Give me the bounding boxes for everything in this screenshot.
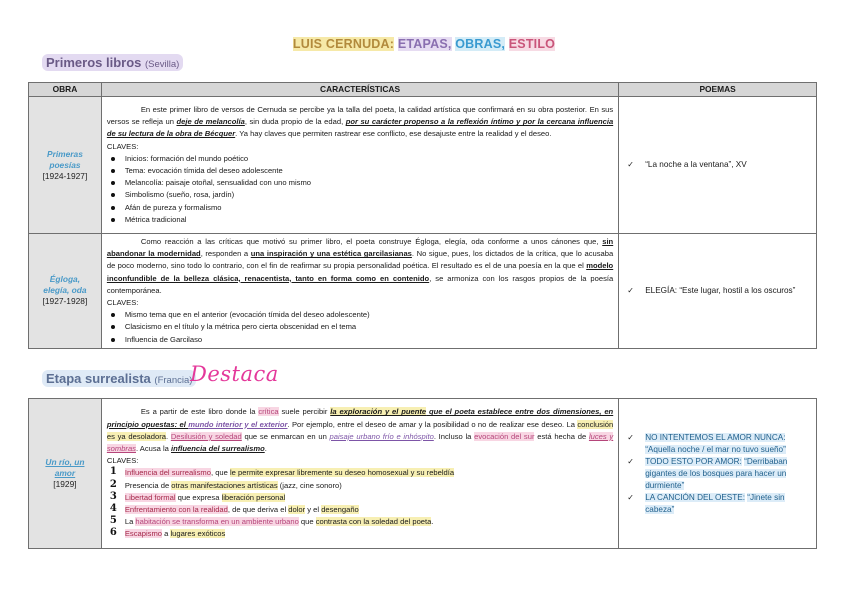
caracteristicas-cell <box>101 97 618 234</box>
table-row <box>29 399 817 549</box>
list-item: Influencia de Garcilaso <box>125 334 613 346</box>
list-item: Inicios: formación del mundo poético <box>125 153 613 165</box>
poem-item <box>625 492 810 516</box>
list-item: Tema: evocación tímida del deseo adolescente <box>125 165 613 177</box>
highlight-span: habitación <box>135 517 171 527</box>
claves-label: CLAVES: <box>106 456 139 466</box>
obra-name-2: amor <box>54 468 76 478</box>
text-span: suele percibir <box>278 407 331 417</box>
section-title: Primeros libros <box>46 55 142 70</box>
list-item <box>107 467 613 479</box>
header-poemas: POEMAS <box>619 83 817 97</box>
poem-title: NO INTENTEMOS EL AMOR NUNCA: <box>645 432 786 442</box>
emphasis-span: deje de melancolía <box>176 117 245 127</box>
poem-item <box>625 456 810 492</box>
obra-years: [1927-1928] <box>42 296 88 307</box>
header-caracteristicas: CARACTERÍSTICAS <box>101 83 618 97</box>
poem-text: “Derribaban gigantes de los bosques para hacer un durmiente” <box>645 456 788 490</box>
list-item: Simbolismo (sueño, rosa, jardín) <box>125 189 613 201</box>
text-span: . Acusa la <box>135 443 172 453</box>
text-span: está hecha de <box>534 431 589 441</box>
text-span: que <box>298 517 316 527</box>
obras-table-surrealista <box>28 398 817 549</box>
page-title <box>0 37 848 51</box>
list-number: 2 <box>109 478 117 490</box>
list-item <box>107 480 613 492</box>
table-row <box>29 97 817 234</box>
poem-text: “Aquella noche / el mar no tuvo sueño” <box>645 444 786 454</box>
highlight-span: liberación personal <box>221 492 286 502</box>
obra-cell-rio <box>29 399 102 549</box>
text-span: , sin duda propio de la edad, <box>244 117 346 127</box>
highlight-span: dolor <box>288 505 306 514</box>
highlight-span: conclusión es ya desoladora <box>106 419 614 441</box>
header-obra: OBRA <box>29 83 102 97</box>
text-span: Es a partir de este libro donde la <box>140 407 259 417</box>
claves-list <box>107 467 613 540</box>
emphasis-span: por su carácter propenso a la reflexión íntimo y por la cercana influencia de su lectura de la obra de Bécquer <box>106 117 614 139</box>
list-item: Mismo tema que en el anterior (evocación tímida del deseo adolescente) <box>125 309 613 321</box>
poem-title: LA CANCIÓN DEL OESTE: <box>645 492 745 502</box>
title-author: LUIS CERNUDA: <box>292 37 395 51</box>
highlight-span: mundo interior y el exterior <box>188 419 288 429</box>
text-span: Presencia de <box>124 480 172 490</box>
highlight-span: crítica <box>258 407 279 417</box>
text-span: . No sigue, pues, los dictados de la crítica, que lo acusaba de poco moderno, sino todo lo contrario, con el fin de reafirmar su propia personalidad poética. El resultado es el de una poesía en la que el <box>106 249 614 271</box>
claves-list <box>107 309 613 346</box>
text-span: , responden a <box>200 249 251 259</box>
obra-years: [1929] <box>53 479 77 489</box>
check-icon: ✓ <box>627 492 634 502</box>
list-number: 6 <box>109 527 117 539</box>
text-span: . Por ejemplo, entre el deseo de amar y la posibilidad o no de realizar ese deseo. La <box>287 419 578 429</box>
obra-cell-primeras <box>29 97 102 234</box>
poemas-cell <box>619 234 817 349</box>
highlight-span: Escapismo <box>124 529 162 539</box>
text-span: . <box>264 443 267 453</box>
title-etapas: ETAPAS, <box>397 37 452 51</box>
highlight-span: evocación del sur <box>474 431 535 441</box>
list-item <box>107 504 613 516</box>
emphasis-span: influencia del surrealismo <box>171 443 265 453</box>
poem-title: TODO ESTO POR AMOR: <box>645 456 742 466</box>
text-span: , se armoniza con los rasgos propios de la poesía contemporánea. <box>106 273 614 295</box>
list-item <box>107 528 613 540</box>
section-title: Etapa surrealista <box>46 371 151 386</box>
emphasis-span: que el poeta establece entre dos dimensiones, en principio opuestas: el <box>106 407 614 429</box>
description-paragraph <box>107 104 613 141</box>
section-heading-primeros <box>42 54 183 71</box>
obra-years: [1924-1927] <box>42 170 88 181</box>
section-subtitle: (Sevilla) <box>145 59 180 70</box>
highlight-span: Desilusión y soledad <box>170 431 242 441</box>
handwritten-note: Destaca <box>190 362 279 386</box>
highlight-span: luces y sombras <box>106 431 614 453</box>
obra-name-2: poesías <box>49 159 81 170</box>
claves-label: CLAVES: <box>106 298 139 308</box>
emphasis-span: modelo inconfundible de la belleza clásica, renacentista, tanto en forma como en contenido <box>106 261 614 283</box>
text-span: a <box>162 529 171 539</box>
text-span: (jazz, cine sonoro) <box>277 480 342 490</box>
obra-cell-egloga <box>29 234 102 349</box>
caracteristicas-cell <box>101 234 618 349</box>
poem-item <box>625 432 810 456</box>
text-span: La <box>124 517 136 527</box>
text-span: y el <box>305 505 322 514</box>
highlight-span: le permite expresar libremente su deseo homosexual y su rebeldía <box>229 468 455 478</box>
claves-label: CLAVES: <box>106 141 139 151</box>
highlight-span: contrasta con la soledad del poeta <box>315 517 432 527</box>
obra-name: Égloga, <box>49 274 81 285</box>
highlight-span: la exploración y el puente <box>330 407 427 417</box>
list-item: Melancolía: paisaje otoñal, sensualidad con uno mismo <box>125 177 613 189</box>
obra-name: Un río, un <box>45 457 85 467</box>
description-paragraph <box>107 236 613 297</box>
check-icon: ✓ <box>627 432 634 442</box>
text-span: En este primer libro de versos de Cernuda se percibe ya la talla del poeta, la calidad artística que confirmará en su obra posterior. En sus versos se refleja un <box>106 104 614 127</box>
list-item: Afán de pureza y formalismo <box>125 202 613 214</box>
table-row <box>29 234 817 349</box>
poemas-cell <box>619 399 817 549</box>
text-span: , de que deriva el <box>227 505 289 514</box>
obra-name-2: elegía, oda <box>43 285 87 296</box>
emphasis-span: una inspiración y una estética garcilasianas <box>250 249 412 259</box>
section-subtitle: (Francia) <box>154 375 193 386</box>
poem-item <box>625 159 810 171</box>
highlight-span: Enfrentamiento con la realidad <box>124 505 228 514</box>
list-item: Clasicismo en el título y la métrica pero cierta obscenidad en el tema <box>125 321 613 333</box>
highlight-span: Influencia del surrealismo <box>124 468 211 478</box>
list-number: 4 <box>109 503 117 514</box>
title-obras: OBRAS, <box>455 37 506 51</box>
text-span: , que <box>210 468 230 478</box>
highlight-span: desengaño <box>321 505 359 514</box>
text-span: . <box>165 431 171 441</box>
highlight-span: Libertad formal <box>124 492 176 502</box>
text-span: Como reacción a las críticas que motivó su primer libro, el poeta construye Égloga, elegía, oda conforme a unos cánones que, <box>140 237 603 246</box>
obras-table-primeros <box>28 82 817 349</box>
list-item: Métrica tradicional <box>125 214 613 226</box>
highlight-span: lugares exóticos <box>170 529 226 539</box>
text-span: que expresa <box>175 492 222 502</box>
list-item <box>107 492 613 504</box>
title-estilo: ESTILO <box>508 37 556 51</box>
obra-name: Primeras <box>47 148 83 159</box>
poem-text: “Jinete sin cabeza” <box>645 492 785 514</box>
highlight-span: paisaje urbano frío e inhóspito <box>329 431 434 441</box>
list-number: 1 <box>109 466 117 478</box>
poem-item <box>625 285 810 297</box>
list-item <box>107 516 613 528</box>
table-header-row <box>29 83 817 97</box>
highlight-span: otras manifestaciones artísticas <box>171 480 278 490</box>
claves-list <box>107 153 613 226</box>
list-number: 3 <box>109 490 117 502</box>
poem-text: ELEGÍA: “Este lugar, hostil a los oscuros” <box>645 285 796 295</box>
poem-text: “La noche a la ventana”, XV <box>645 160 747 169</box>
text-span: . <box>431 517 434 527</box>
text-span: . Incluso la <box>433 431 475 441</box>
emphasis-span: sin abandonar la modernidad <box>106 237 614 259</box>
poemas-cell <box>619 97 817 234</box>
check-icon: ✓ <box>627 160 634 169</box>
description-paragraph <box>107 406 613 455</box>
section-heading-surrealista <box>42 370 196 387</box>
text-span: que se enmarcan en un <box>241 431 330 441</box>
check-icon: ✓ <box>627 456 634 466</box>
list-number: 5 <box>109 515 117 527</box>
text-span: . Ya hay claves que permiten rastrear ese conflicto, ese desajuste entre la realidad y el deseo. <box>235 129 552 139</box>
check-icon: ✓ <box>627 285 634 295</box>
highlight-span: se transforma en un ambiente urbano <box>170 517 299 527</box>
caracteristicas-cell <box>101 399 618 549</box>
